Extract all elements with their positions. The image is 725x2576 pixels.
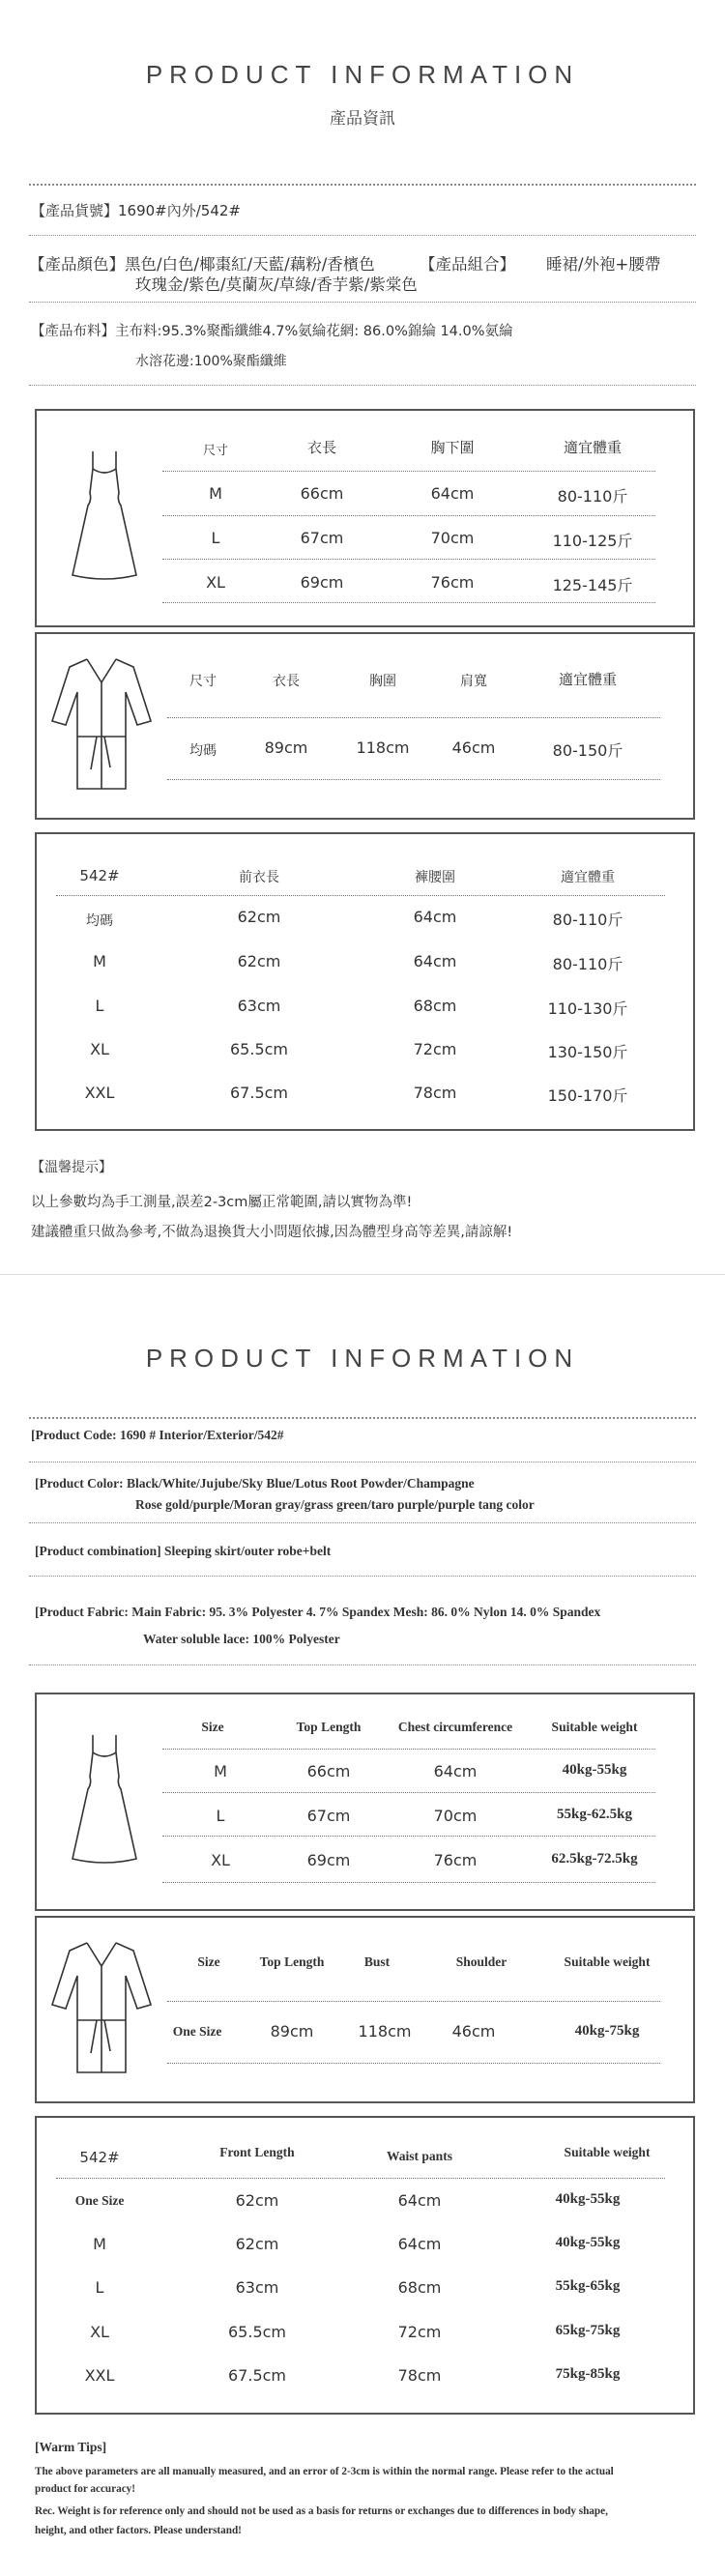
header-front-length: Front Length	[219, 2145, 295, 2159]
header-weight: Suitable weight	[564, 1954, 651, 1969]
tips-line-en: The above parameters are all manually measured, and an error of 2-3cm is within the normal range. Please refer to the actual	[35, 2466, 614, 2477]
header-model: 542#	[79, 867, 120, 884]
table-cell: 67.5cm	[229, 1084, 289, 1102]
header-waist: 褲腰圍	[415, 870, 455, 885]
table-cell: 均碼	[189, 743, 217, 759]
divider	[29, 1576, 696, 1577]
page-title: PRODUCT INFORMATION	[145, 60, 580, 89]
table-cell: 40kg-55kg	[555, 2235, 621, 2250]
product-color-en: [Product Color: Black/White/Jujube/Sky Blue/Lotus Root Powder/Champagne	[35, 1476, 475, 1491]
header-size: Size	[201, 1720, 224, 1734]
tips-title: 【溫馨提示】	[31, 1160, 112, 1175]
table-cell: 65.5cm	[227, 2323, 287, 2341]
table-cell: 80-110斤	[552, 955, 624, 973]
table-cell: L	[216, 1807, 225, 1825]
table-cell: 46cm	[451, 2022, 496, 2041]
table-cell: 67.5cm	[227, 2366, 287, 2385]
table-cell: M	[93, 952, 106, 970]
table-cell: M	[209, 484, 222, 503]
table-cell: XXL	[84, 1084, 115, 1102]
table-cell: 78cm	[397, 2366, 442, 2385]
table-cell: M	[214, 1762, 227, 1780]
table-cell: 70cm	[433, 1807, 478, 1825]
divider	[29, 184, 696, 186]
header-bust: 胸圍	[369, 674, 396, 689]
table-cell: 40kg-55kg	[555, 2191, 621, 2207]
header-weight: Suitable weight	[564, 2145, 651, 2159]
robe-icon	[48, 653, 155, 798]
table-cell: 72cm	[413, 1040, 457, 1058]
table-cell: 64cm	[413, 952, 457, 970]
product-code-en: [Product Code: 1690 # Interior/Exterior/542#	[31, 1428, 284, 1442]
tips-line: 建議體重只做為參考,不做為退換貨大小問題依據,因為體型身高等差異,請諒解!	[31, 1225, 513, 1240]
header-front-length: 前衣長	[239, 870, 279, 885]
page-title-en: PRODUCT INFORMATION	[145, 1344, 580, 1373]
tips-line-en: height, and other factors. Please understand!	[35, 2525, 242, 2536]
header-size: 尺寸	[189, 674, 217, 689]
table-cell: 62cm	[237, 908, 281, 926]
product-combo-label: 【產品組合】	[420, 255, 515, 274]
robe-icon	[48, 1937, 155, 2082]
product-color: 【產品顏色】黑色/白色/椰棗紅/天藍/藕粉/香檳色	[29, 255, 375, 274]
table-cell: 67cm	[300, 529, 344, 547]
header-weight: 適宜體重	[561, 870, 615, 885]
tips-title-en: [Warm Tips]	[35, 2440, 107, 2454]
table-cell: One Size	[172, 2024, 222, 2039]
table-cell: 62cm	[237, 952, 281, 970]
table-cell: 150-170斤	[547, 1086, 628, 1105]
table-cell: 89cm	[264, 738, 308, 757]
table-cell: 69cm	[300, 573, 344, 592]
table-cell: 64cm	[433, 1762, 478, 1780]
size-table-542	[35, 832, 695, 1131]
table-cell: 62.5kg-72.5kg	[551, 1851, 638, 1867]
table-cell: 72cm	[397, 2323, 442, 2341]
table-cell: 80-150斤	[552, 741, 624, 760]
divider	[29, 302, 696, 303]
header-model: 542#	[79, 2149, 120, 2166]
header-length: Top Length	[259, 1954, 325, 1969]
slip-dress-icon	[61, 1733, 148, 1868]
table-cell: XL	[206, 573, 225, 592]
header-length: 衣長	[306, 439, 337, 456]
product-color-en-line2: Rose gold/purple/Moran gray/grass green/taro purple/purple tang color	[135, 1497, 535, 1512]
table-cell: 40kg-75kg	[574, 2023, 640, 2039]
table-cell: 66cm	[300, 484, 344, 503]
table-cell: 64cm	[413, 908, 457, 926]
table-cell: 40kg-55kg	[562, 1762, 627, 1778]
header-size: 尺寸	[202, 444, 229, 458]
table-cell: L	[95, 2278, 104, 2297]
product-code: 【產品貨號】1690#內外/542#	[31, 202, 241, 219]
size-table-robe	[35, 632, 695, 820]
table-cell: XL	[90, 2323, 109, 2341]
section-gap	[0, 1274, 725, 1296]
table-cell: 64cm	[430, 484, 475, 503]
divider	[29, 385, 696, 386]
table-cell: 69cm	[306, 1851, 351, 1869]
table-cell: 62cm	[235, 2191, 279, 2210]
header-shoulder: 肩寬	[460, 674, 487, 689]
size-table-slip-en	[35, 1693, 695, 1911]
header-weight: Suitable weight	[551, 1720, 638, 1734]
table-cell: 70cm	[430, 529, 475, 547]
header-bust: Bust	[363, 1954, 391, 1969]
table-cell: M	[93, 2235, 106, 2253]
table-cell: 55kg-65kg	[555, 2278, 621, 2294]
table-cell: 64cm	[397, 2235, 442, 2253]
product-color-line2: 玫瑰金/紫色/莫蘭灰/草綠/香芋紫/紫棠色	[135, 275, 418, 294]
table-cell: 63cm	[235, 2278, 279, 2297]
header-waist: Waist pants	[387, 2149, 452, 2163]
page-subtitle: 產品資訊	[330, 109, 395, 129]
table-cell: XL	[211, 1851, 230, 1869]
table-cell: L	[211, 529, 220, 547]
table-cell: 80-110斤	[557, 487, 628, 506]
header-weight: 適宜體重	[558, 671, 618, 688]
divider	[29, 235, 696, 236]
header-weight: 適宜體重	[563, 439, 623, 456]
table-cell: 67cm	[306, 1807, 351, 1825]
table-cell: One Size	[74, 2193, 125, 2208]
product-combo-en: [Product combination] Sleeping skirt/outer robe+belt	[35, 1544, 332, 1558]
table-cell: 110-125斤	[552, 532, 633, 550]
table-cell: 均碼	[86, 913, 113, 929]
table-cell: 76cm	[430, 573, 475, 592]
table-cell: 125-145斤	[552, 576, 633, 594]
table-cell: 78cm	[413, 1084, 457, 1102]
header-length: Top Length	[296, 1720, 362, 1734]
header-chest: Chest circumference	[397, 1720, 513, 1734]
table-cell: 64cm	[397, 2191, 442, 2210]
product-fabric-en: [Product Fabric: Main Fabric: 95. 3% Polyester 4. 7% Spandex Mesh: 86. 0% Nylon 14. 0% Spandex	[35, 1605, 601, 1619]
header-size: Size	[197, 1954, 220, 1969]
table-cell: 76cm	[433, 1851, 478, 1869]
table-cell: 46cm	[451, 738, 496, 757]
table-cell: 55kg-62.5kg	[557, 1807, 632, 1822]
table-cell: 63cm	[237, 997, 281, 1015]
table-cell: 89cm	[270, 2022, 314, 2041]
table-cell: 68cm	[397, 2278, 442, 2297]
size-table-robe-en	[35, 1916, 695, 2103]
table-cell: 110-130斤	[547, 999, 628, 1018]
table-cell: L	[95, 997, 104, 1015]
divider	[29, 1664, 696, 1665]
table-cell: 62cm	[235, 2235, 279, 2253]
table-cell: 80-110斤	[552, 911, 624, 929]
product-fabric: 【產品布料】主布料:95.3%聚酯纖維4.7%氨綸花網: 86.0%錦綸 14.0%氨綸	[31, 324, 513, 339]
table-cell: 130-150斤	[547, 1043, 628, 1061]
table-cell: XXL	[84, 2366, 115, 2385]
table-cell: 66cm	[306, 1762, 351, 1780]
header-length: 衣長	[273, 674, 300, 689]
table-cell: 65kg-75kg	[555, 2323, 621, 2338]
table-cell: 65.5cm	[229, 1040, 289, 1058]
table-cell: XL	[90, 1040, 109, 1058]
size-table-542-en	[35, 2116, 695, 2415]
product-fabric-line2: 水溶花邊:100%聚酯纖維	[135, 354, 287, 369]
product-combo-value: 睡裙/外袍+腰帶	[546, 255, 661, 274]
header-shoulder: Shoulder	[455, 1954, 508, 1969]
divider	[29, 1522, 696, 1523]
tips-line: 以上參數均為手工測量,誤差2-3cm屬正常範圍,請以實物為準!	[31, 1195, 413, 1210]
table-cell: 75kg-85kg	[555, 2366, 621, 2382]
divider	[29, 1417, 696, 1419]
slip-dress-icon	[61, 449, 148, 585]
size-table-slip	[35, 409, 695, 627]
table-cell: 118cm	[358, 2022, 412, 2041]
tips-line-en: product for accuracy!	[35, 2483, 135, 2495]
table-cell: 68cm	[413, 997, 457, 1015]
tips-line-en: Rec. Weight is for reference only and should not be used as a basis for returns or exchanges due to differences in body shape,	[35, 2505, 608, 2517]
table-cell: 118cm	[356, 738, 410, 757]
header-underbust: 胸下圍	[430, 439, 475, 456]
product-fabric-en-line2: Water soluble lace: 100% Polyester	[143, 1632, 340, 1646]
